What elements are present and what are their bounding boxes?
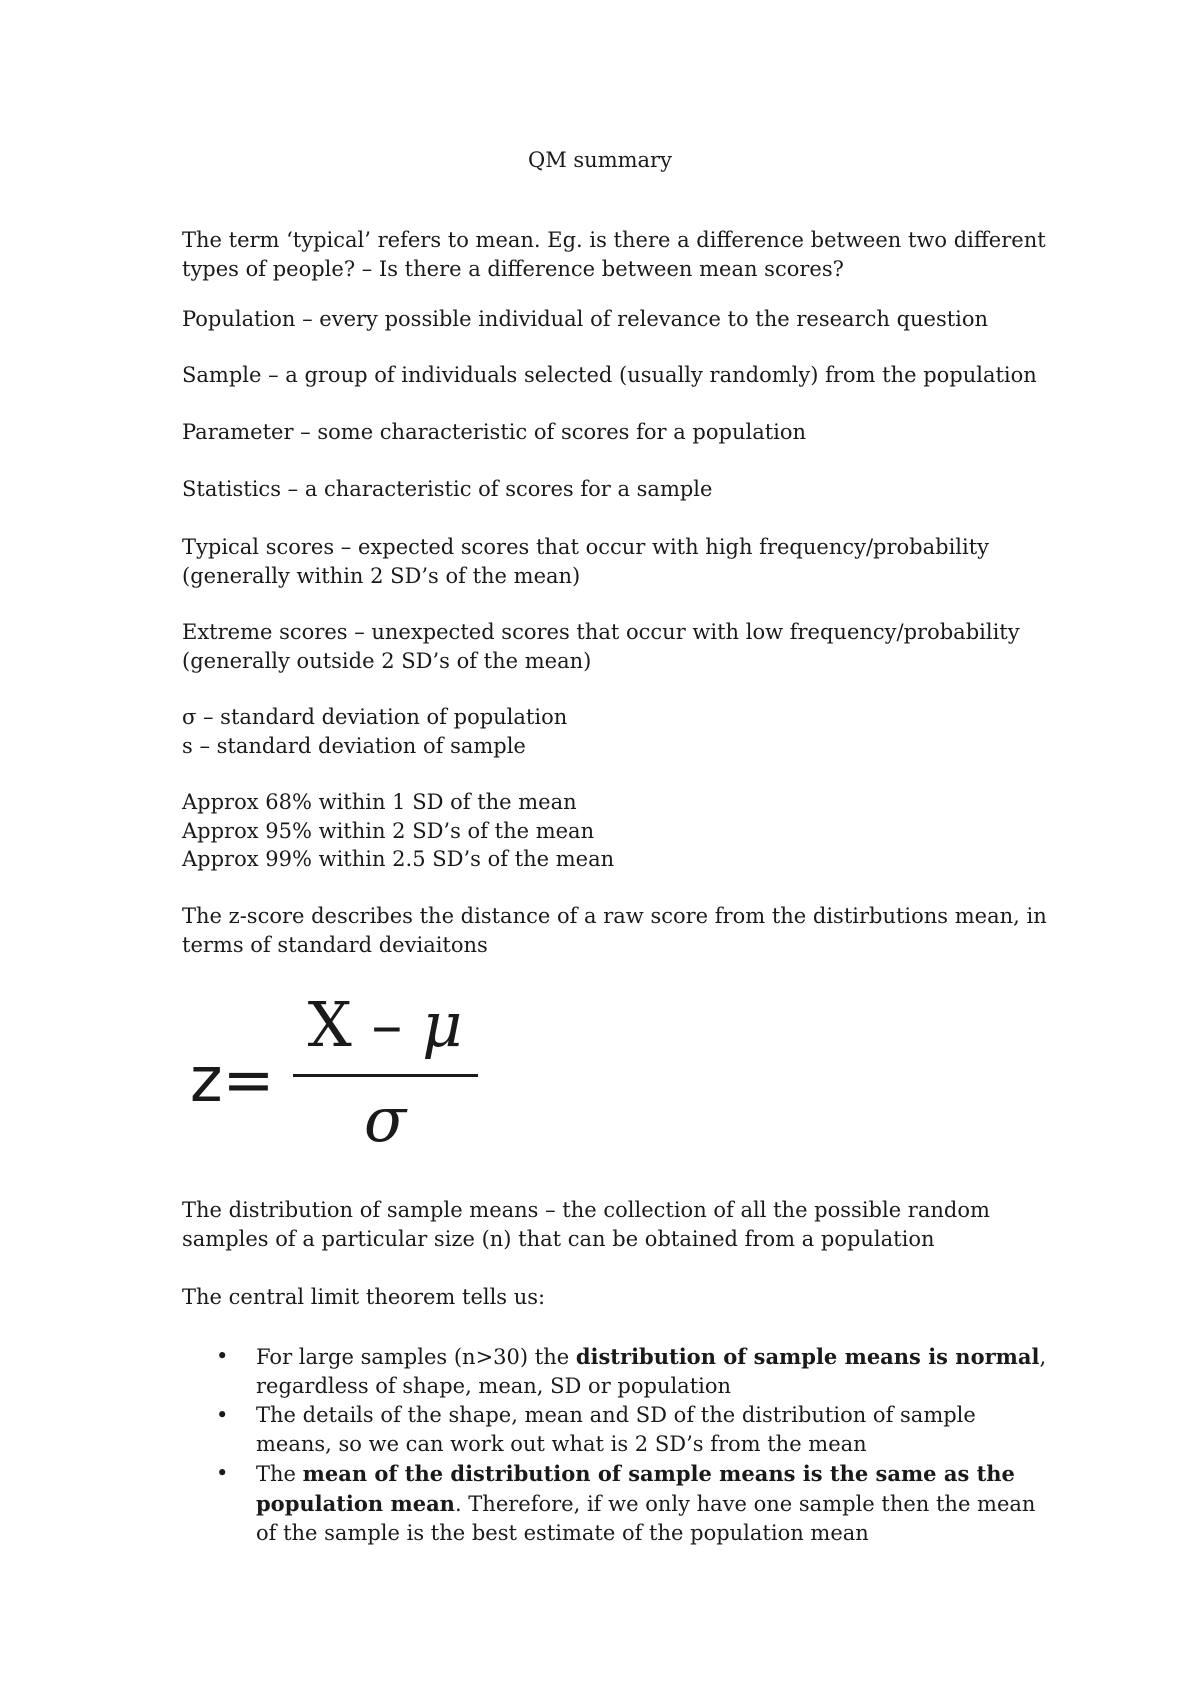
bullet-icon: • <box>216 1344 229 1368</box>
list-item <box>182 1459 1042 1548</box>
list-item <box>182 1342 1047 1401</box>
bullet-bold-text: distribution of sample means is normal <box>575 1344 1040 1369</box>
bullet-line <box>256 1489 1042 1519</box>
clt-intro: The central limit theorem tells us: <box>182 1285 546 1309</box>
approx-95: Approx 95% within 2 SD’s of the mean <box>182 818 595 843</box>
bullet-line: regardless of shape, mean, SD or population <box>256 1374 732 1398</box>
definition-population: Population – every possible individual of relevance to the research question <box>182 307 989 331</box>
sd-notation <box>182 703 1042 760</box>
formula-x: X – <box>307 988 423 1061</box>
bullet-line: of the sample is the best estimate of the population mean <box>256 1521 869 1545</box>
definition-typical-scores <box>182 533 1042 590</box>
formula-mu: μ <box>422 988 463 1061</box>
empirical-rule <box>182 788 1042 874</box>
approx-68: Approx 68% within 1 SD of the mean <box>182 790 577 814</box>
s-definition: s – standard deviation of sample <box>182 733 526 758</box>
clt-bullet-list <box>182 1342 1047 1548</box>
bullet-line <box>256 1459 1042 1489</box>
formula-denominator: σ <box>363 1083 407 1156</box>
zscore-formula <box>180 990 480 1170</box>
approx-99: Approx 99% within 2.5 SD’s of the mean <box>182 847 615 871</box>
dist-line: The distribution of sample means – the collection of all the possible random <box>182 1198 990 1222</box>
sampling-distribution-definition <box>182 1196 1042 1253</box>
dist-line: samples of a particular size (n) that can be obtained from a population <box>182 1226 935 1251</box>
bullet-icon: • <box>216 1403 229 1427</box>
formula-lhs: z= <box>190 1043 275 1116</box>
bullet-bold-text: population mean <box>256 1491 455 1516</box>
formula-numerator <box>290 990 480 1060</box>
extreme-line: Extreme scores – unexpected scores that occur with low frequency/probability <box>182 620 1020 644</box>
bullet-icon: • <box>216 1461 229 1485</box>
bullet-line <box>256 1342 1047 1372</box>
zscore-line: terms of standard deviaitons <box>182 932 488 957</box>
definition-parameter: Parameter – some characteristic of scores for a population <box>182 420 807 444</box>
sigma-definition: σ – standard deviation of population <box>182 705 568 729</box>
bullet-text: , <box>1039 1345 1047 1369</box>
bullet-line: means, so we can work out what is 2 SD’s from the mean <box>256 1432 867 1456</box>
intro-paragraph <box>182 226 1046 283</box>
intro-line: The term ‘typical’ refers to mean. Eg. is there a difference between two different <box>182 228 1046 252</box>
bullet-text: The <box>256 1462 303 1486</box>
fraction-bar <box>293 1074 478 1077</box>
bullet-line: The details of the shape, mean and SD of the distribution of sample <box>256 1403 976 1427</box>
intro-line: types of people? – Is there a difference between mean scores? <box>182 256 844 281</box>
bullet-text: For large samples (n>30) the <box>256 1345 576 1369</box>
page-title: QM summary <box>528 148 672 172</box>
typical-line: (generally within 2 SD’s of the mean) <box>182 563 581 588</box>
definition-statistics: Statistics – a characteristic of scores for a sample <box>182 477 713 501</box>
definition-sample: Sample – a group of individuals selected (usually randomly) from the population <box>182 363 1037 387</box>
extreme-line: (generally outside 2 SD’s of the mean) <box>182 648 592 673</box>
typical-line: Typical scores – expected scores that occur with high frequency/probability <box>182 535 990 559</box>
bullet-bold-text: mean of the distribution of sample means is the same as the <box>302 1461 1015 1486</box>
definition-extreme-scores <box>182 618 1042 675</box>
list-item <box>182 1401 1042 1459</box>
bullet-text: . Therefore, if we only have one sample then the mean <box>454 1492 1036 1516</box>
zscore-line: The z-score describes the distance of a raw score from the distirbutions mean, in <box>182 904 1047 928</box>
zscore-description <box>182 902 1047 959</box>
